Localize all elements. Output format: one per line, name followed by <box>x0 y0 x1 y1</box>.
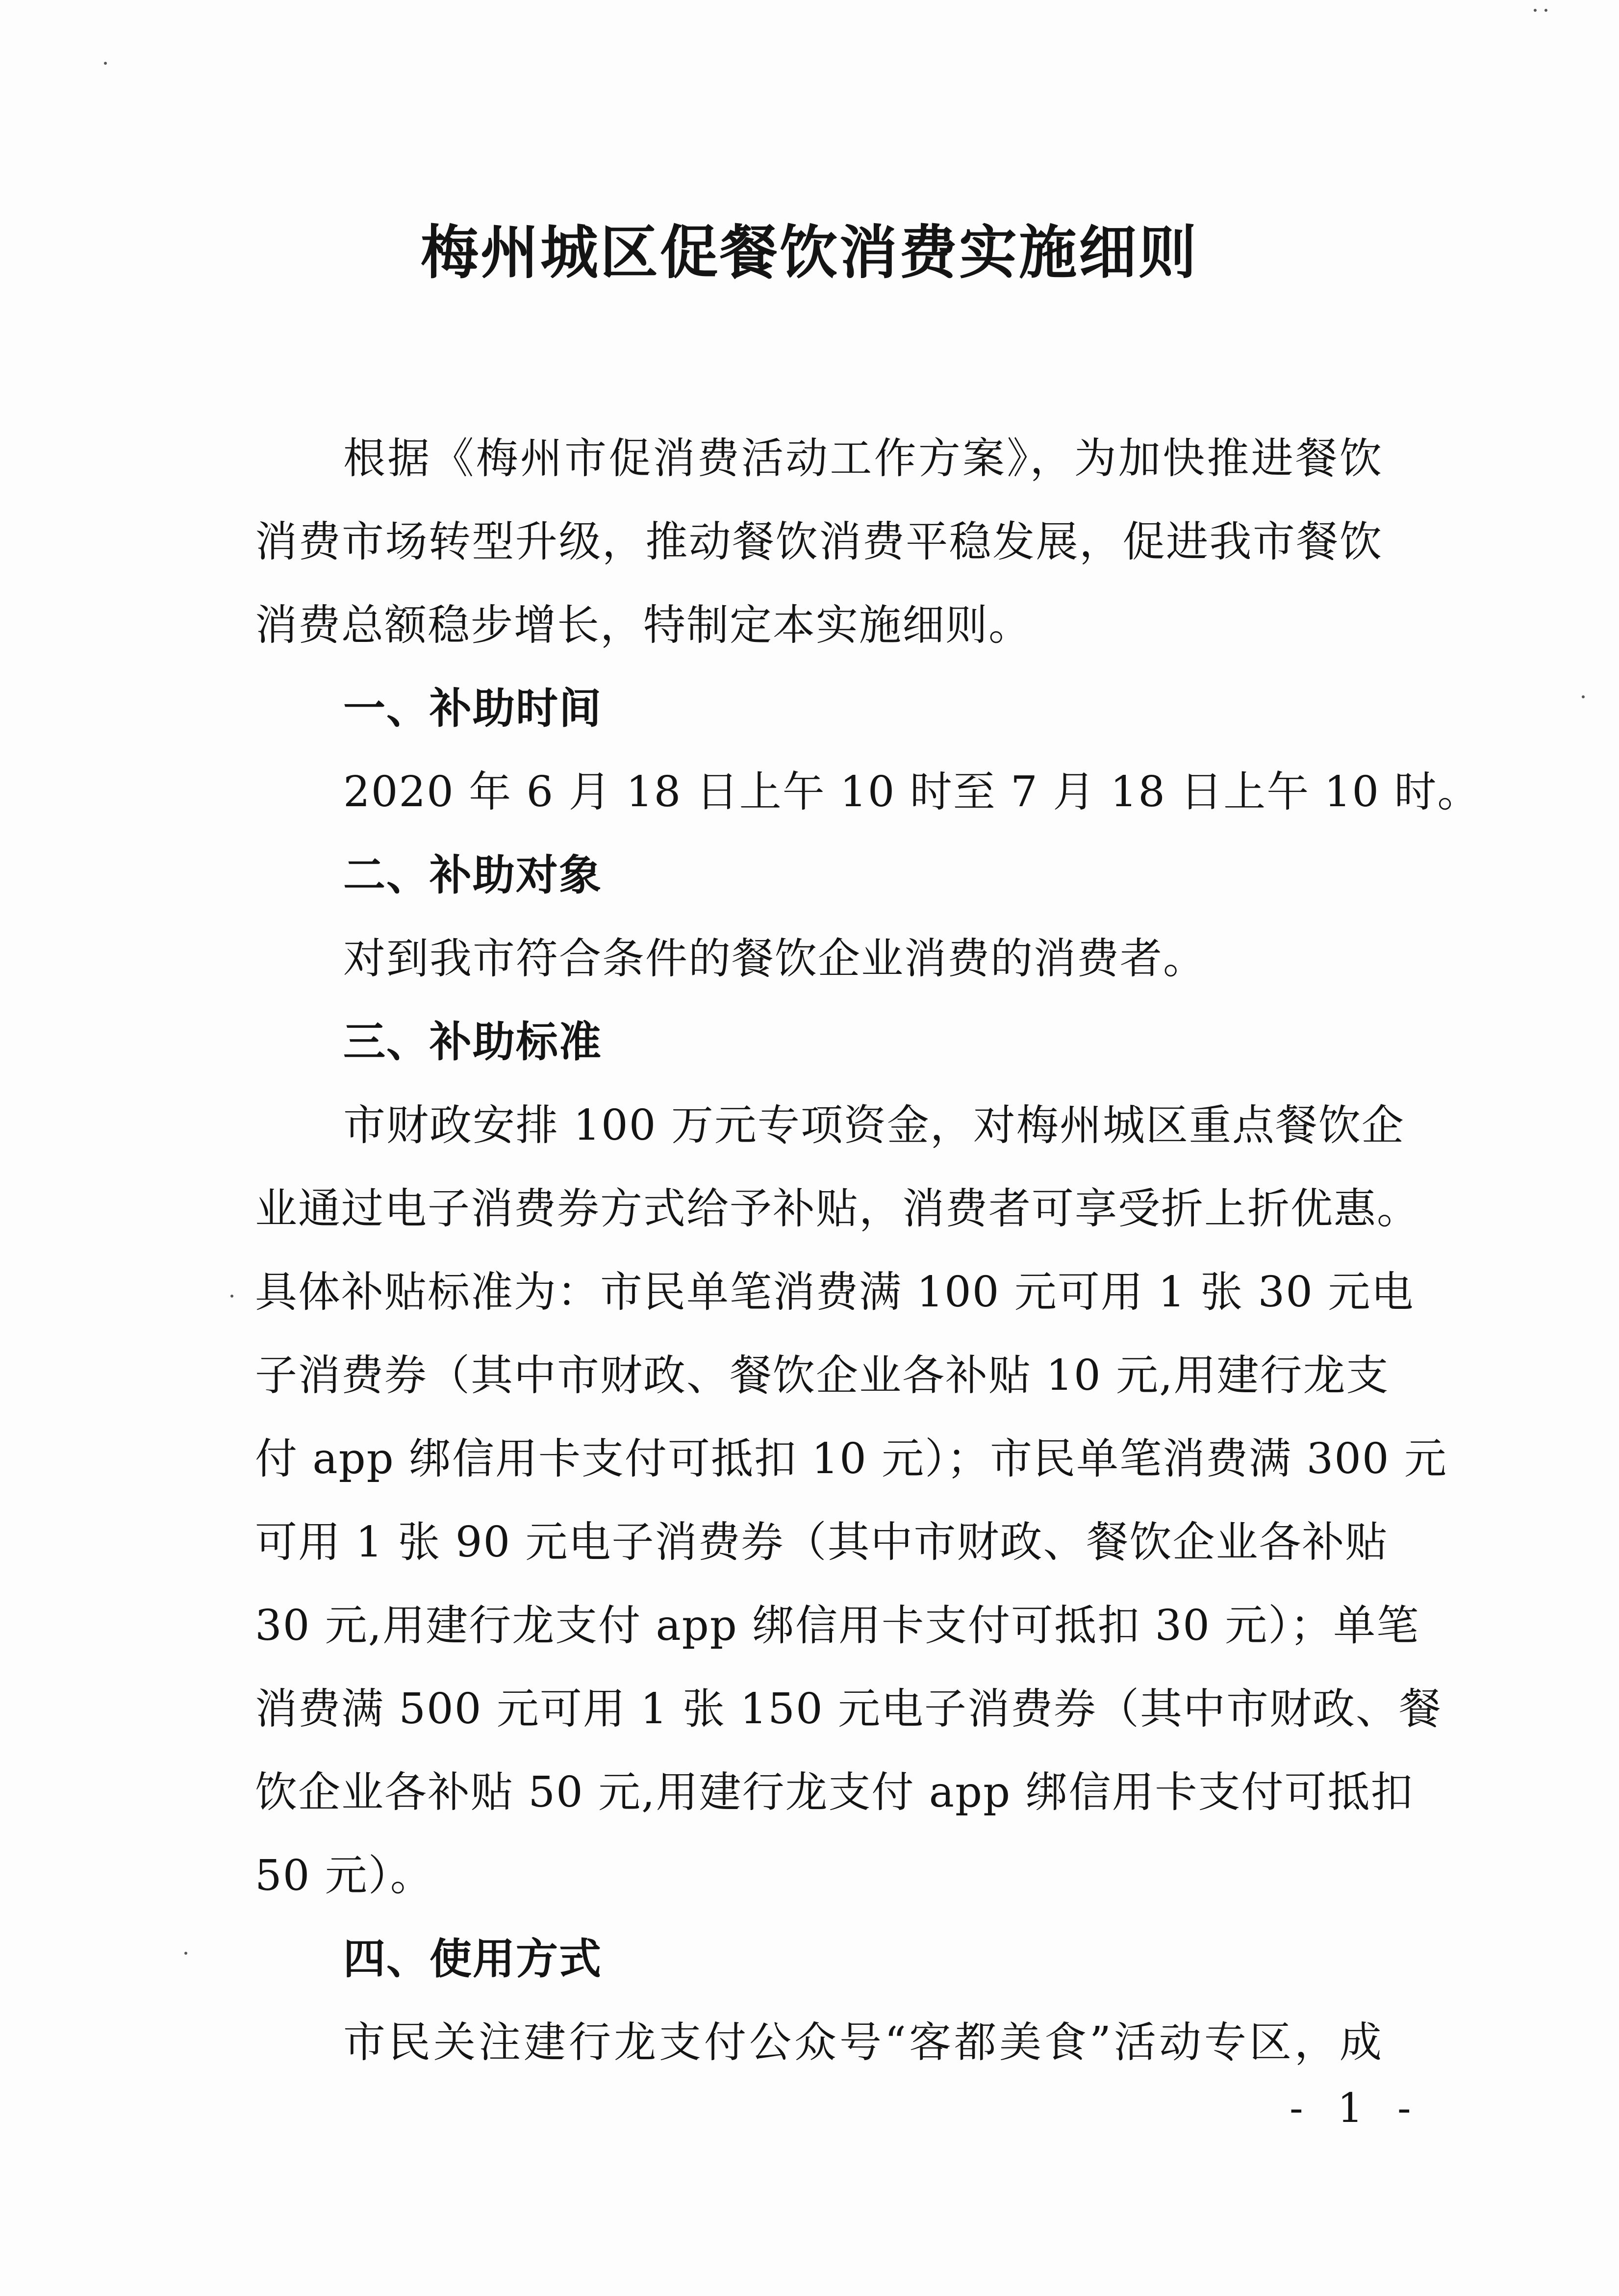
intro-line-3: 消费总额稳步增长，特制定本实施细则。 <box>255 601 1032 650</box>
section-heading-subsidy-target: 二、补助对象 <box>343 851 602 900</box>
section3-line-3: 具体补贴标准为：市民单笔消费满 100 元可用 1 张 30 元电 <box>255 1268 1415 1317</box>
document-title: 梅州城区促餐饮消费实施细则 <box>420 219 1198 286</box>
scan-speck <box>1582 695 1585 698</box>
section1-line-1: 2020 年 6 月 18 日上午 10 时至 7 月 18 日上午 10 时。 <box>343 767 1481 816</box>
scan-speck <box>1544 9 1547 12</box>
section3-line-2: 业通过电子消费券方式给予补贴，消费者可享受折上折优惠。 <box>255 1184 1420 1233</box>
section3-line-9: 饮企业各补贴 50 元,用建行龙支付 app 绑信用卡支付可抵扣 <box>255 1768 1414 1817</box>
section3-line-4: 子消费券（其中市财政、餐饮企业各补贴 10 元,用建行龙支 <box>255 1351 1390 1400</box>
section2-line-1: 对到我市符合条件的餐饮企业消费的消费者。 <box>343 934 1206 983</box>
section3-line-1: 市财政安排 100 万元专项资金，对梅州城区重点餐饮企 <box>343 1101 1405 1150</box>
scan-speck <box>104 62 107 65</box>
intro-line-1: 根据《梅州市促消费活动工作方案》，为加快推进餐饮 <box>343 434 1383 483</box>
section3-line-8: 消费满 500 元可用 1 张 150 元电子消费券（其中市财政、餐 <box>255 1684 1442 1734</box>
section3-line-6: 可用 1 张 90 元电子消费券（其中市财政、餐饮企业各补贴 <box>255 1518 1389 1567</box>
section3-line-7: 30 元,用建行龙支付 app 绑信用卡支付可抵扣 30 元）；单笔 <box>255 1601 1420 1650</box>
scan-speck <box>230 1295 233 1298</box>
intro-line-2: 消费市场转型升级，推动餐饮消费平稳发展，促进我市餐饮 <box>255 517 1383 566</box>
section-heading-usage-method: 四、使用方式 <box>343 1935 602 1984</box>
scan-speck <box>1534 9 1537 12</box>
scan-speck <box>184 1952 187 1955</box>
section-heading-subsidy-standard: 三、补助标准 <box>343 1018 602 1067</box>
section3-line-10: 50 元）。 <box>255 1851 433 1900</box>
section3-line-5: 付 app 绑信用卡支付可抵扣 10 元）；市民单笔消费满 300 元 <box>255 1434 1447 1483</box>
page-number: - 1 - <box>1290 2085 1422 2132</box>
section-heading-subsidy-time: 一、补助时间 <box>343 684 602 733</box>
section4-line-1: 市民关注建行龙支付公众号“客都美食”活动专区，成 <box>343 2018 1383 2067</box>
